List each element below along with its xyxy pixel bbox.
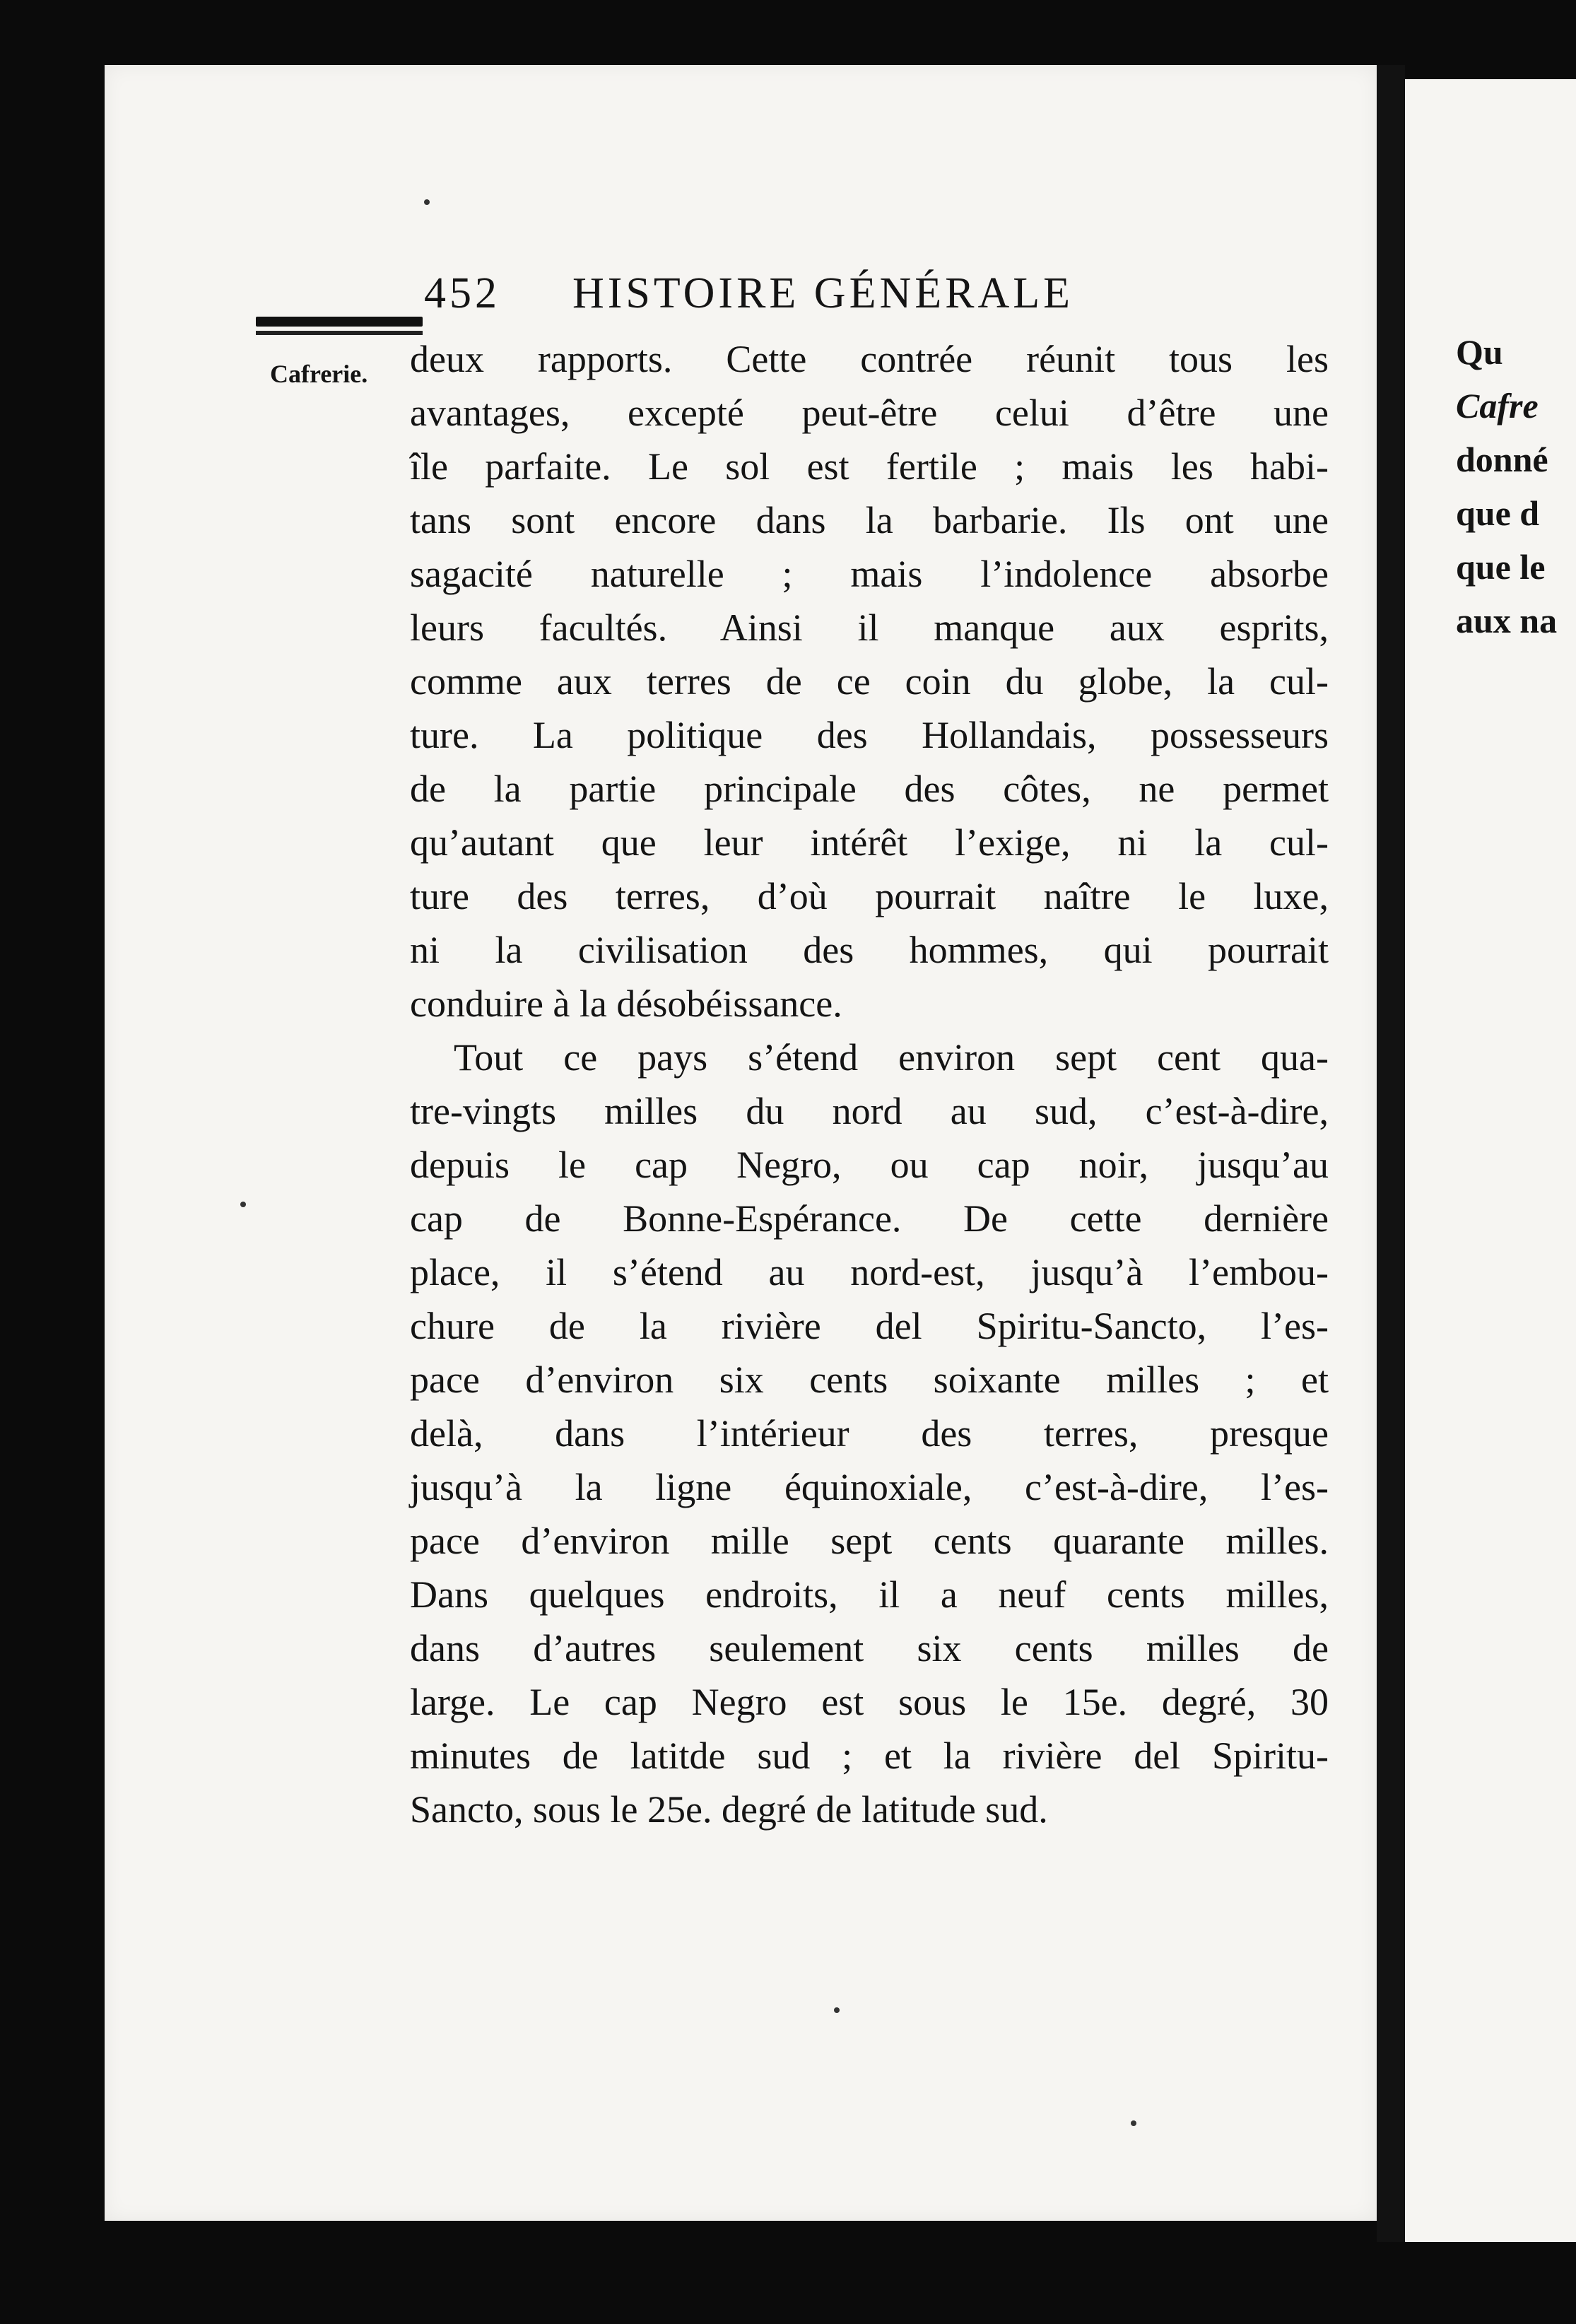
running-title: HISTOIRE GÉNÉRALE <box>572 269 1074 317</box>
text-line: ni la civilisation des hommes, qui pourrait <box>410 929 1329 971</box>
text-line: avantages, excepté peut-être celui d’être une <box>410 392 1329 434</box>
running-head <box>424 269 1201 325</box>
text-line: large. Le cap Negro est sous le 15e. degré, 30 <box>410 1681 1329 1723</box>
marginal-note: Cafrerie. <box>270 360 368 388</box>
text-line: sagacité naturelle ; mais l’indolence absorbe <box>410 553 1329 595</box>
text-line: pace d’environ six cents soixante milles ; et <box>410 1358 1329 1401</box>
page-number: 452 <box>424 269 500 317</box>
text-line: depuis le cap Negro, ou cap noir, jusqu’au <box>410 1144 1329 1186</box>
text-line: jusqu’à la ligne équinoxiale, c’est-à-dire, l’es- <box>410 1466 1329 1508</box>
text-line: ture des terres, d’où pourrait naître le luxe, <box>410 875 1329 917</box>
margin-rule-thin <box>256 331 423 335</box>
text-line: de la partie principale des côtes, ne permet <box>410 768 1329 810</box>
text-line: pace d’environ mille sept cents quarante milles. <box>410 1520 1329 1562</box>
text-line: tans sont encore dans la barbarie. Ils ont une <box>410 499 1329 541</box>
facing-line: Qu <box>1456 332 1503 372</box>
text-line: Tout ce pays s’étend environ sept cent qua- <box>454 1036 1329 1079</box>
facing-line: que d <box>1456 493 1540 533</box>
paper-speck <box>240 1202 246 1207</box>
text-line: qu’autant que leur intérêt l’exige, ni la cul- <box>410 821 1329 864</box>
facing-line: donné <box>1456 440 1548 479</box>
facing-line: que le <box>1456 547 1546 587</box>
text-line: dans d’autres seulement six cents milles de <box>410 1627 1329 1669</box>
facing-line: Cafre <box>1456 386 1539 426</box>
text-line: ture. La politique des Hollandais, possesseurs <box>410 714 1329 756</box>
page-gutter <box>1377 65 1405 2242</box>
text-line: delà, dans l’intérieur des terres, presque <box>410 1412 1329 1455</box>
text-line: chure de la rivière del Spiritu-Sancto, l’es- <box>410 1305 1329 1347</box>
text-line: place, il s’étend au nord-est, jusqu’à l’embou- <box>410 1251 1329 1293</box>
text-line: Sancto, sous le 25e. degré de latitude sud. <box>410 1788 1048 1831</box>
paper-speck <box>424 199 430 205</box>
text-line: cap de Bonne-Espérance. De cette dernière <box>410 1197 1329 1240</box>
text-line: Dans quelques endroits, il a neuf cents milles, <box>410 1573 1329 1616</box>
text-line: comme aux terres de ce coin du globe, la cul- <box>410 660 1329 703</box>
margin-rule <box>256 317 423 327</box>
text-line: conduire à la désobéissance. <box>410 982 842 1025</box>
facing-line: aux na <box>1456 601 1558 640</box>
text-line: deux rapports. Cette contrée réunit tous les <box>410 338 1329 380</box>
paper-speck <box>1131 2120 1136 2126</box>
text-line: tre-vingts milles du nord au sud, c’est-à-dire, <box>410 1090 1329 1132</box>
facing-page-text <box>1456 325 1557 647</box>
text-line: leurs facultés. Ainsi il manque aux esprits, <box>410 606 1329 649</box>
paper-speck <box>834 2007 840 2013</box>
body-text <box>410 332 1329 1836</box>
text-line: minutes de latitde sud ; et la rivière del Spiritu- <box>410 1735 1329 1777</box>
text-line: île parfaite. Le sol est fertile ; mais les habi- <box>410 445 1329 488</box>
